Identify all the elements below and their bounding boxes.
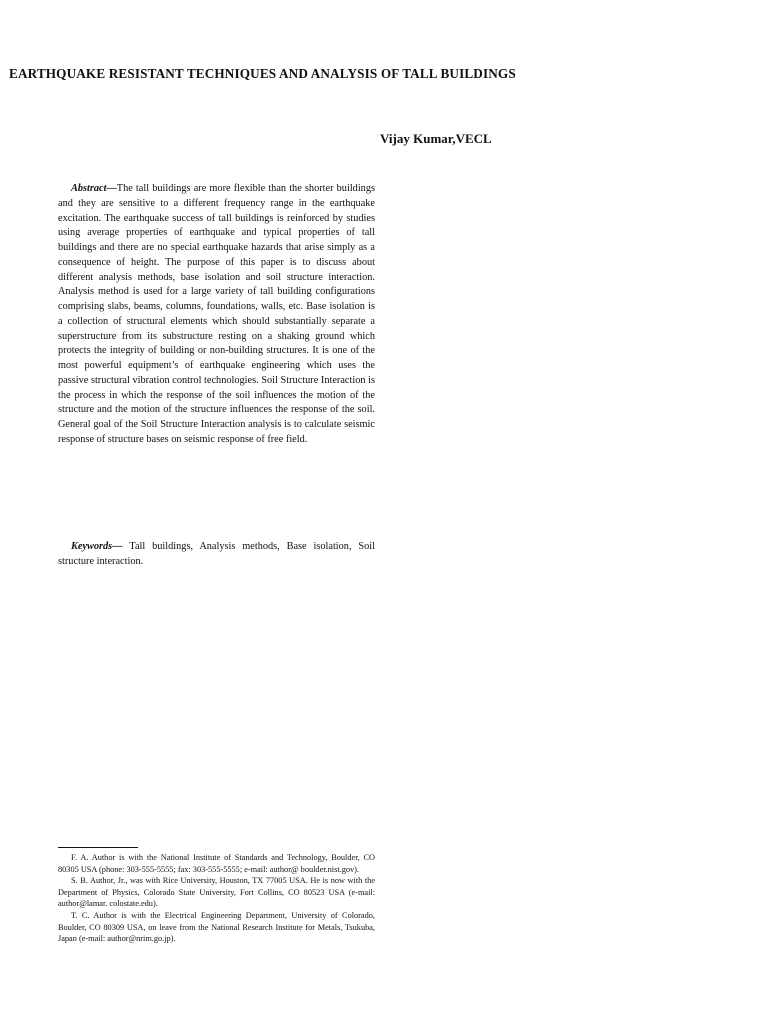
keywords-label: Keywords— — [71, 541, 130, 552]
abstract-text: The tall buildings are more flexible than the shorter buildings and they are sensitive to a different frequency range in the earthquake excitation. The earthquake success of tall buildings is reinforced by studies using average properties of earthquake and typical properties of tall buildings and there are no special earthquake hazards that arise simply as a consequence of height. The purpose of this paper is to discuss about different analysis methods, base isolation and soil structure interaction. Analysis method is used for a large variety of tall building configurations comprising slabs, beams, columns, foundations, walls, etc. Base isolation is a collection of structural elements which should substantially separate a superstructure from its substructure resting on a shaking ground which protects the integrity of building or non-building structures. It is one of the most powerful equipment’s of earthquake engineering which uses the passive structural vibration control technologies. Soil Structure Interaction is the process in which the response of the soil influences the motion of the structure and the motion of the structure influences the response of the soil. General goal of the Soil Structure Interaction analysis is to calculate seismic response of structure bases on seismic response of free field. — [58, 183, 375, 445]
abstract-paragraph — [58, 182, 375, 448]
footnote-1: F. A. Author is with the National Institute of Standards and Technology, Boulder, CO 80305 USA (phone: 303-555-5555; fax: 303-555-5555; e-mail: author@ boulder.nist.gov). — [58, 853, 375, 874]
footnote-3: T. C. Author is with the Electrical Engineering Department, University of Colorado, Boulder, CO 80309 USA, on leave from the National Research Institute for Metals, Tsukuba, Japan (e-mail: author@nrim.go.jp). — [58, 910, 375, 944]
footnote-divider — [58, 847, 138, 848]
abstract-label: Abstract— — [71, 183, 117, 194]
keywords-paragraph — [58, 540, 375, 570]
keywords-text: Tall buildings, Analysis methods, Base isolation, Soil structure interaction. — [58, 541, 376, 567]
footnote-2: S. B. Author, Jr., was with Rice University, Houston, TX 77005 USA. He is now with the Department of Physics, Colorado State University, Fort Collins, CO 80523 USA (e-mail: author@lamar. colostate.edu). — [58, 876, 375, 909]
author-name: Vijay Kumar,VECL — [380, 131, 492, 146]
footnotes — [58, 852, 375, 945]
paper-title: EARTHQUAKE RESISTANT TECHNIQUES AND ANALYSIS OF TALL BUILDINGS — [9, 66, 516, 81]
